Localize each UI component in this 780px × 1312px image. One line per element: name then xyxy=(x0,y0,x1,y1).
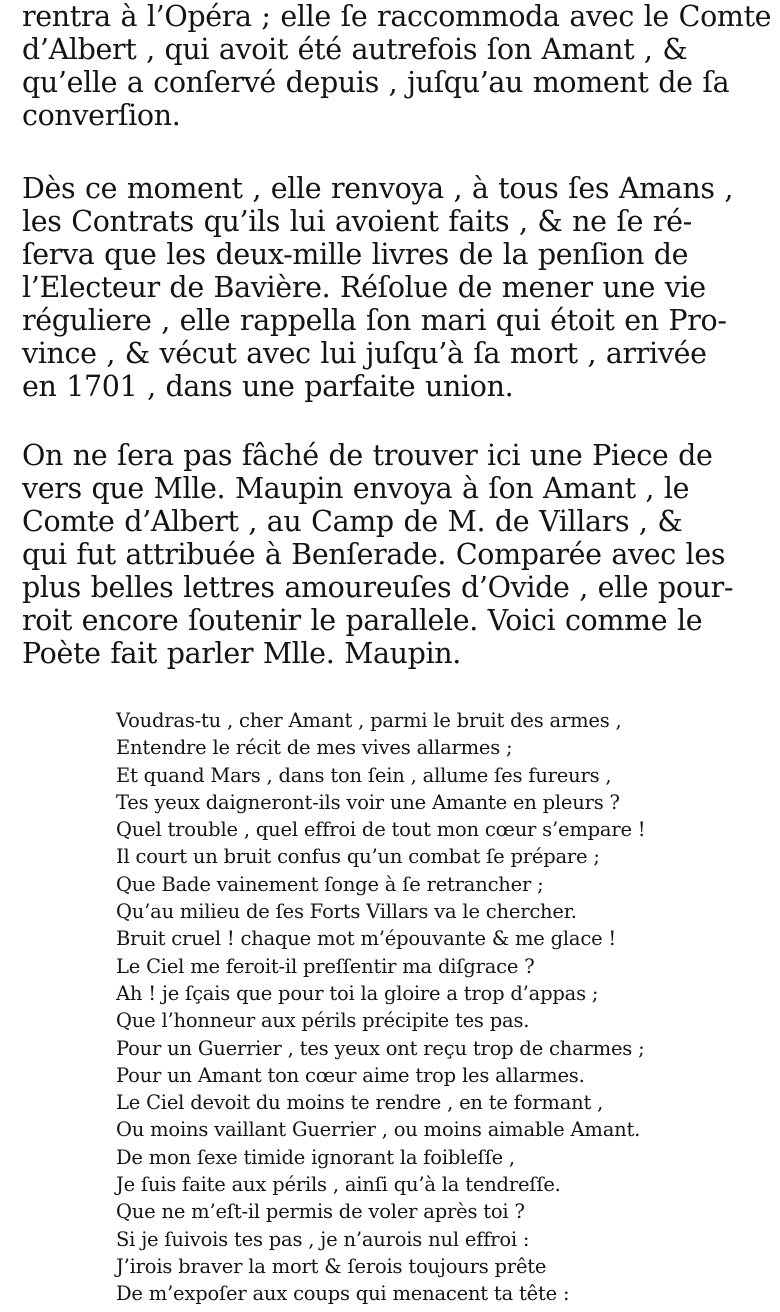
paragraph-line: qui fut attribuée à Benſerade. Comparée avec les xyxy=(22,538,726,571)
paragraph-line: vers que Mlle. Maupin envoya à ſon Amant , le xyxy=(22,472,690,505)
poem-line: Pour un Amant ton cœur aime trop les allarmes. xyxy=(116,1063,585,1087)
poem-line: Ah ! je ſçais que pour toi la gloire a trop d’appas ; xyxy=(116,981,599,1005)
paragraph-line: vince , & vécut avec lui juſqu’à ſa mort , arrivée xyxy=(22,337,707,370)
poem-line: Tes yeux daigneront-ils voir une Amante en pleurs ? xyxy=(116,790,620,814)
poem-line: Entendre le récit de mes vives allarmes ; xyxy=(116,736,513,760)
paragraph-line: Comte d’Albert , au Camp de M. de Villars , & xyxy=(22,505,683,538)
poem-line: Qu’au milieu de ſes Forts Villars va le chercher. xyxy=(116,900,577,924)
paragraph-line: plus belles lettres amoureuſes d’Ovide , elle pour- xyxy=(22,571,734,604)
paragraph-line: qu’elle a conſervé depuis , juſqu’au moment de ſa xyxy=(22,66,730,99)
poem-line: Il court un bruit confus qu’un combat ſe prépare ; xyxy=(116,845,600,869)
paragraph-line: ſerva que les deux-mille livres de la penſion de xyxy=(22,238,689,271)
paragraph-line: les Contrats qu’ils lui avoient faits , & ne ſe ré- xyxy=(22,205,692,238)
paragraph-line: réguliere , elle rappella ſon mari qui étoit en Pro- xyxy=(22,304,727,337)
paragraph-line: rentra à l’Opéra ; elle ſe raccommoda avec le Comte xyxy=(22,0,772,33)
poem-line: Quel trouble , quel effroi de tout mon cœur s’empare ! xyxy=(116,818,646,842)
poem-line: Le Ciel devoit du moins te rendre , en te formant , xyxy=(116,1091,604,1115)
paragraph-line: en 1701 , dans une parfaite union. xyxy=(22,370,514,403)
poem-line: Pour un Guerrier , tes yeux ont reçu trop de charmes ; xyxy=(116,1036,645,1060)
poem-line: Et quand Mars , dans ton ſein , allume ſes fureurs , xyxy=(116,763,612,787)
paragraph-line: On ne ſera pas fâché de trouver ici une Piece de xyxy=(22,439,713,472)
poem xyxy=(116,707,766,1308)
poem-line: Bruit cruel ! chaque mot m’épouvante & me glace ! xyxy=(116,927,617,951)
poem-line: De m’expoſer aux coups qui menacent ta tête : xyxy=(116,1282,570,1306)
poem-line: Si je ſuivois tes pas , je n’aurois nul effroi : xyxy=(116,1227,530,1251)
paragraph-line: roit encore ſoutenir le parallele. Voici comme le xyxy=(22,604,703,637)
poem-line: Voudras-tu , cher Amant , parmi le bruit des armes , xyxy=(116,709,622,732)
paragraph-line: converſion. xyxy=(22,99,181,132)
poem-line: De mon ſexe timide ignorant la foibleſſe , xyxy=(116,1145,515,1169)
poem-line: Que Bade vainement ſonge à ſe retrancher ; xyxy=(116,872,544,896)
poem-line: Le Ciel me feroit-il preſſentir ma diſgrace ? xyxy=(116,954,535,978)
paragraph-3 xyxy=(22,439,762,670)
poem-line: Que ne m’eſt-il permis de voler après toi ? xyxy=(116,1200,525,1224)
paragraph-line: l’Electeur de Bavière. Réſolue de mener une vie xyxy=(22,271,706,304)
paragraph-line: Dès ce moment , elle renvoya , à tous ſes Amans , xyxy=(22,172,734,205)
poem-line: Ou moins vaillant Guerrier , ou moins aimable Amant. xyxy=(116,1118,641,1142)
poem-line: Je ſuis faite aux périls , ainſi qu’à la tendreſſe. xyxy=(116,1173,561,1197)
paragraph-line: d’Albert , qui avoit été autrefois ſon Amant , & xyxy=(22,33,688,66)
poem-line: Que l’honneur aux périls précipite tes pas. xyxy=(116,1009,530,1033)
paragraph-line: Poète fait parler Mlle. Maupin. xyxy=(22,637,461,670)
poem-line: J’irois braver la mort & ſerois toujours prête xyxy=(116,1254,547,1278)
paragraph-1 xyxy=(22,0,772,132)
paragraph-2 xyxy=(22,172,762,403)
